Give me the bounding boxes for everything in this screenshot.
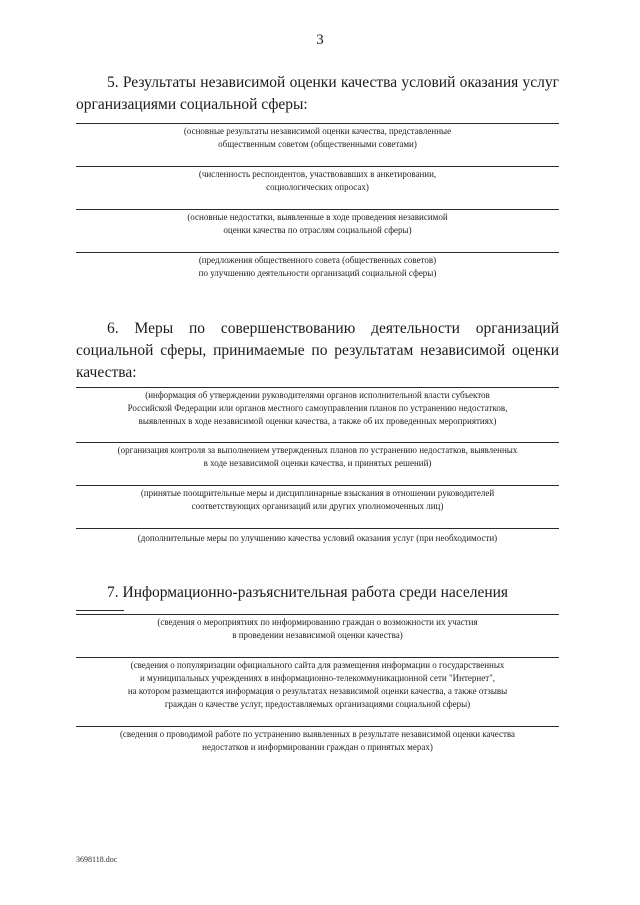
field-caption: (информация об утверждении руководителями органов исполнительной власти субъектов Российской Федерации или органов местного самоуправления планов по устранению недостатков, выявленных в ходе независимой оценки качества, а также об их проведенных мероприятиях) [127,390,508,426]
field-caption: (численность респондентов, участвовавших в анкетировании, социологических опросах) [198,169,437,192]
section6-heading-end: качества: [76,364,137,381]
blank-line [76,657,559,658]
field-caption: (принятые поощрительные меры и дисциплинарные взыскания в отношении руководителей соответствующих организаций или других уполномоченных лиц) [140,488,495,511]
section6-heading: 6. Меры по совершенствованию деятельности организаций [107,320,559,337]
blank-line [76,252,559,253]
section7-heading: 7. Информационно-разъяснительная работа среди населения [107,584,509,601]
field-caption: (дополнительные меры по улучшению качества условий оказания услуг (при необходимости) [137,533,498,543]
blank-line-short [76,610,124,611]
field-caption: (сведения о мероприятиях по информированию граждан о возможности их участия в проведении независимой оценки качества) [157,617,478,640]
section5-heading-cont: организациями социальной сферы: [76,96,308,113]
field-caption: (основные недостатки, выявленные в ходе проведения независимой оценки качества по отраслям социальной сферы) [187,212,448,235]
page-number: 3 [316,32,324,48]
blank-line [76,614,559,615]
blank-line [76,485,559,486]
section5-heading: 5. Результаты независимой оценки качества условий оказания услуг [107,74,559,91]
document-file-name: 3698118.doc [76,855,118,864]
field-caption: (организация контроля за выполнением утвержденных планов по устранению недостатков, выявленных в ходе независимой оценки качества, и принятых решений) [117,445,518,468]
blank-line [76,166,559,167]
blank-line [76,209,559,210]
blank-line [76,528,559,529]
field-caption: (предложения общественного совета (общественных советов) по улучшению деятельности организаций социальной сферы) [198,255,437,278]
blank-line [76,123,559,124]
blank-line [76,726,559,727]
blank-line [76,442,559,443]
section6-heading-cont: социальной сферы, принимаемые по результатам независимой оценки [76,342,559,359]
field-caption: (сведения о популяризации официального сайта для размещения информации о государственных и муниципальных учреждениях в информационно-телекоммуникационной сети "Интернет", на котором размещаются информация о результатах независимой оценки качества, а также отзывы граждан о качестве услуг, предоставляемых организациями социальной сферы) [127,660,508,709]
field-caption: (сведения о проводимой работе по устранению выявленных в результате независимой оценки качества недостатков и информировании граждан о принятых мерах) [119,729,516,752]
field-caption: (основные результаты независимой оценки качества, представленные общественным советом (общественными советами) [183,126,452,149]
blank-line [76,387,559,388]
